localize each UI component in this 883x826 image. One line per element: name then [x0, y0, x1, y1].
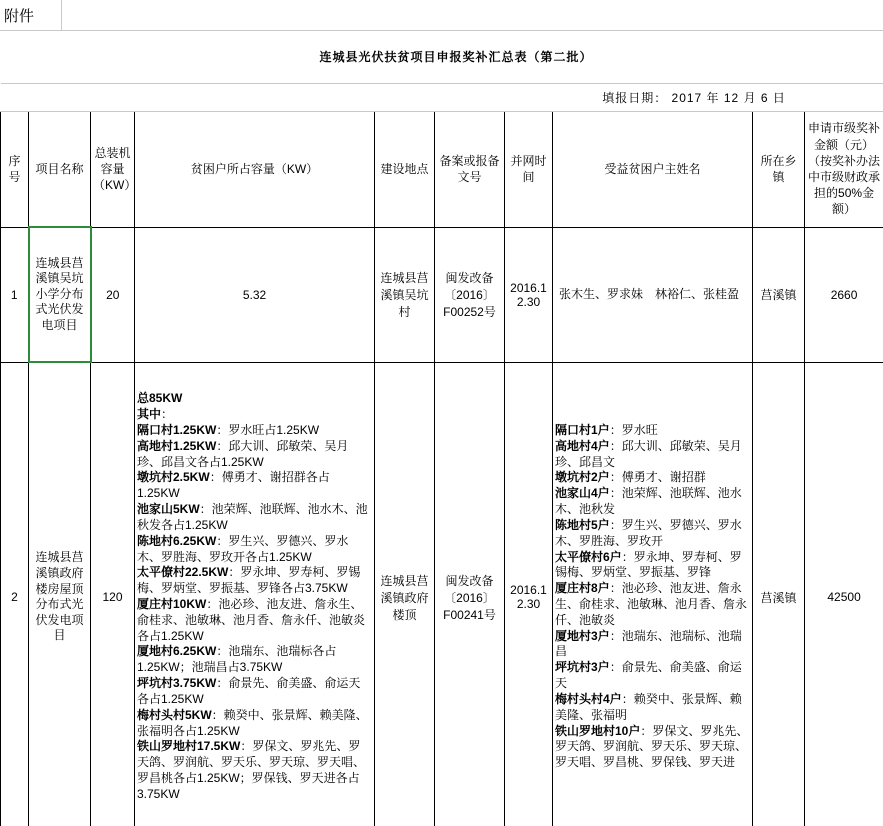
header-beneficiary-names: 受益贫困户主姓名 — [553, 111, 753, 227]
cell-construction-site: 连城县莒溪镇吴坑村 — [375, 227, 435, 362]
header-grid-time: 并网时间 — [505, 111, 553, 227]
attachment-label: 附件 — [0, 0, 62, 30]
cell-township: 莒溪镇 — [753, 227, 805, 362]
cell-subsidy-amount: 42500 — [805, 362, 883, 826]
cell-record-doc: 闽发改备〔2016〕F00241号 — [435, 362, 505, 826]
page-title: 连城县光伏扶贫项目申报奖补汇总表（第二批） — [29, 31, 883, 83]
header-poor-household-capacity: 贫困户所占容量（KW） — [135, 111, 375, 227]
fill-date: 填报日期： 2017 年 12 月 6 日 — [505, 83, 883, 111]
header-project-name: 项目名称 — [29, 111, 91, 227]
cell-seq: 2 — [1, 362, 29, 826]
cell-grid-time: 2016.12.30 — [505, 227, 553, 362]
header-subsidy-amount: 申请市级奖补金额（元）（按奖补办法中市级财政承担的50%金额） — [805, 111, 883, 227]
cell-grid-time: 2016.12.30 — [505, 362, 553, 826]
header-construction-site: 建设地点 — [375, 111, 435, 227]
cell-seq: 1 — [1, 227, 29, 362]
cell-township: 莒溪镇 — [753, 362, 805, 826]
cell-project-name[interactable]: 连城县莒溪镇吴坑小学分布式光伏发电项目 — [29, 227, 91, 362]
attachment-row — [0, 0, 883, 31]
header-total-capacity: 总装机容量（KW） — [91, 111, 135, 227]
cell-total-capacity: 120 — [91, 362, 135, 826]
header-seq: 序号 — [1, 111, 29, 227]
summary-table — [0, 31, 883, 826]
cell-poor-household-capacity: 总85KW 其中： 隔口村1.25KW：罗水旺占1.25KW 高地村1.25KW：邱大训、邱敏荣、吴月珍、邱昌文各占1.25KW 墩坑村2.5KW：傅勇才、谢招群各占1.25KW 池家山5KW：池荣辉、池联辉、池水木、池秋发各占1.25KW 陈地村6.25KW：罗生兴、罗德兴、罗水木、罗胜海、罗玫开各占1.25KW 太平僚村22.5KW：罗永坤、罗寿柯、罗锡梅、罗炳堂、罗振基、罗锋各占3.75KW 厦庄村10KW：池必珍、池友进、詹永生、俞桂求、池敏琳、池月香、詹永仟、池敏炎各占1.25KW 厦地村6.25KW：池瑞东、池瑞标各占1.25KW；池瑞昌占3.75KW 坪坑村3.75KW：俞景先、俞美盛、俞运天各占1.25KW 梅村头村5KW：赖癸中、张景辉、赖美隆、张福明各占1.25KW 铁山罗地村17.5KW：罗保文、罗兆先、罗天鸽、罗润航、罗天乐、罗天琼、罗天唱、罗昌桃各占1.25KW；罗保钱、罗天进各占3.75KW — [135, 362, 375, 826]
cell-beneficiary-names: 张木生、罗求妹 林裕仁、张桂盈 — [553, 227, 753, 362]
cell-total-capacity: 20 — [91, 227, 135, 362]
cell-project-name: 连城县莒溪镇政府楼房屋顶分布式光伏发电项目 — [29, 362, 91, 826]
cell-poor-household-capacity: 5.32 — [135, 227, 375, 362]
date-left-spacer — [1, 83, 505, 111]
cell-subsidy-amount: 2660 — [805, 227, 883, 362]
attachment-empty-area — [62, 0, 883, 30]
date-row — [1, 83, 883, 111]
cell-record-doc: 闽发改备〔2016〕F00252号 — [435, 227, 505, 362]
table-row[interactable] — [1, 227, 883, 362]
cell-beneficiary-names: 隔口村1户：罗水旺 高地村4户：邱大训、邱敏荣、吴月珍、邱昌文 墩坑村2户：傅勇才、谢招群 池家山4户：池荣辉、池联辉、池水木、池秋发 陈地村5户：罗生兴、罗德兴、罗水木、罗胜海、罗玫开 太平僚村6户：罗永坤、罗寿柯、罗锡梅、罗炳堂、罗振基、罗锋 厦庄村8户：池必珍、池友进、詹永生、俞桂求、池敏琳、池月香、詹永仟、池敏炎 厦地村3户：池瑞东、池瑞标、池瑞昌 坪坑村3户：俞景先、俞美盛、俞运天 梅村头村4户：赖癸中、张景辉、赖美隆、张福明 铁山罗地村10户：罗保文、罗兆先、罗天鸽、罗润航、罗天乐、罗天琼、罗天唱、罗昌桃、罗保钱、罗天进 — [553, 362, 753, 826]
header-row — [1, 111, 883, 227]
title-left-spacer — [1, 31, 29, 83]
header-record-doc: 备案或报备文号 — [435, 111, 505, 227]
table-row[interactable] — [1, 362, 883, 826]
cell-construction-site: 连城县莒溪镇政府楼顶 — [375, 362, 435, 826]
header-township: 所在乡镇 — [753, 111, 805, 227]
title-row — [1, 31, 883, 83]
